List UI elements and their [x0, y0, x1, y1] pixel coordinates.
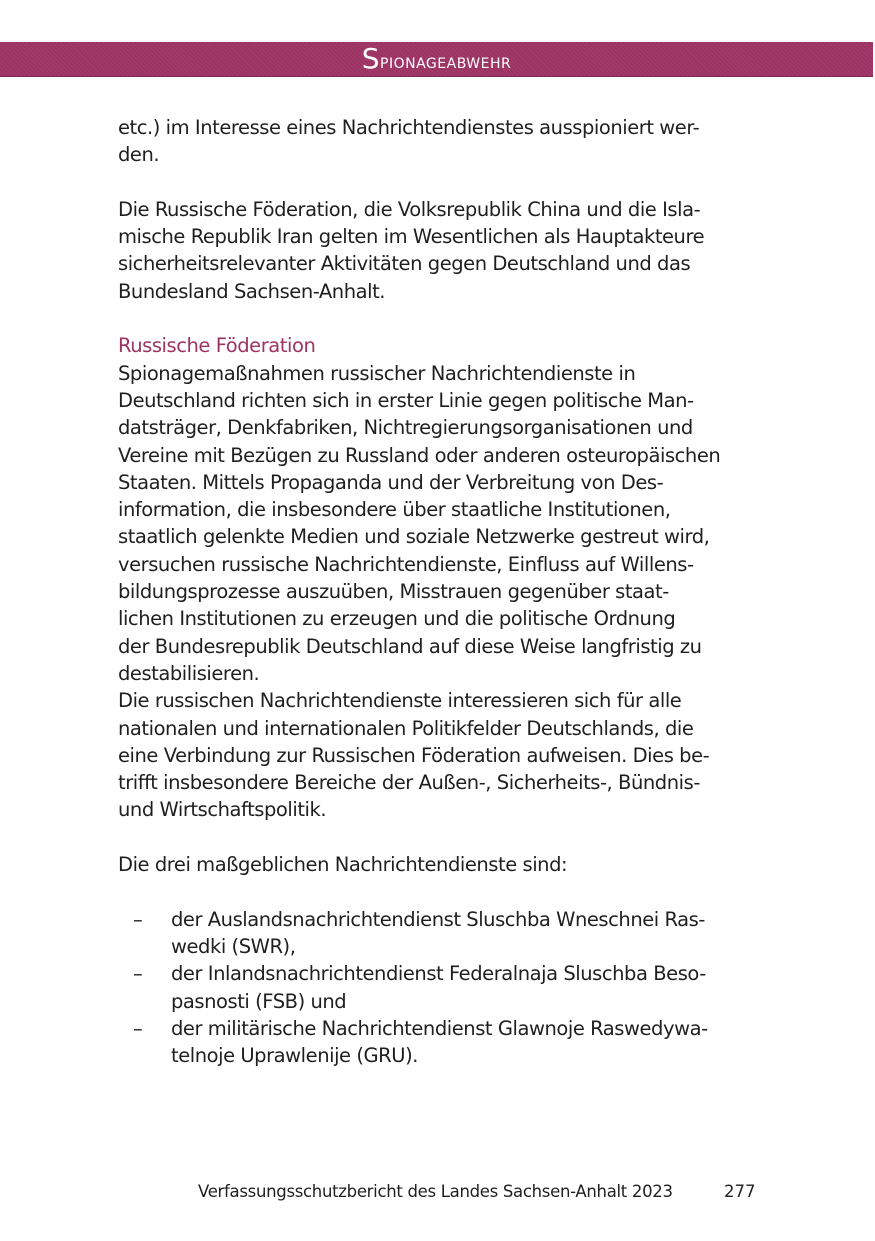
footer-report-title: Verfassungsschutzbericht des Landes Sachsen-Anhalt 2023 [198, 1182, 673, 1201]
services-list [118, 906, 758, 1070]
paragraph-gap [118, 824, 758, 851]
list-item-text: der Auslandsnachrichtendienst Sluschba Wneschnei Ras- wedki (SWR), [171, 907, 705, 958]
paragraph-main-actors: Die Russische Föderation, die Volksrepublik China und die Isla- mische Republik Iran gelten im Wesentlichen als Hauptakteure sicherheitsrelevanter Aktivitäten gegen Deutschland und das Bundesland Sachsen-Anhalt. [118, 197, 705, 303]
page-number: 277 [724, 1182, 756, 1201]
subheading-russia: Russische Föderation [118, 334, 316, 358]
paragraph-services-intro: Die drei maßgeblichen Nachrichtendienste sind: [118, 853, 568, 877]
paragraph-russian-interests: Die russischen Nachrichtendienste interessieren sich für alle nationalen und internationalen Politikfelder Deutschlands, die eine Verbindung zur Russischen Föderation aufweisen. Dies be- trifft insbesondere Bereiche der Außen-, Sicherheits-, Bündnis- und Wirtschaftspolitik. [118, 689, 710, 822]
dash-marker: – [133, 1016, 143, 1040]
paragraph-gap [118, 169, 758, 196]
section-title-initial: S [361, 42, 381, 75]
section-header-bar [0, 42, 873, 77]
list-item [118, 906, 758, 961]
paragraph-gap [118, 305, 758, 332]
paragraph-continuation: etc.) im Interesse eines Nachrichtendienstes ausspioniert wer- den. [118, 116, 700, 167]
list-item [118, 1015, 758, 1070]
list-item [118, 960, 758, 1015]
paragraph-russian-espionage: Spionagemaßnahmen russischer Nachrichtendienste in Deutschland richten sich in erster Linie gegen politische Man- datsträger, Denkfabriken, Nichtregierungsorganisationen und Vereine mit Bezügen zu Russland oder anderen osteuropäischen Staaten. Mittels Propaganda und der Verbreitung von Des- information, die insbesondere über staatliche Institutionen, staatlich gelenkte Medien und soziale Netzwerke gestreut wird, versuchen russische Nachrichtendienste, Einfluss auf Willens- bildungsprozesse auszuüben, Misstrauen gegenüber staat- lichen Institutionen zu erzeugen und die politische Ordnung der Bundesrepublik Deutschland auf diese Weise langfristig zu destabilisieren. [118, 361, 721, 685]
list-item-text: der Inlandsnachrichtendienst Federalnaja Sluschba Beso- pasnosti (FSB) und [171, 962, 706, 1013]
dash-marker: – [133, 907, 143, 931]
list-item-text: der militärische Nachrichtendienst Glawnoje Raswedywa- telnoje Uprawlenije (GRU). [171, 1016, 708, 1068]
dash-marker: – [133, 962, 143, 986]
section-title [0, 44, 873, 76]
paragraph-gap [118, 878, 758, 905]
section-title-rest: pionageabwehr [380, 49, 512, 73]
body-text [118, 114, 758, 1069]
